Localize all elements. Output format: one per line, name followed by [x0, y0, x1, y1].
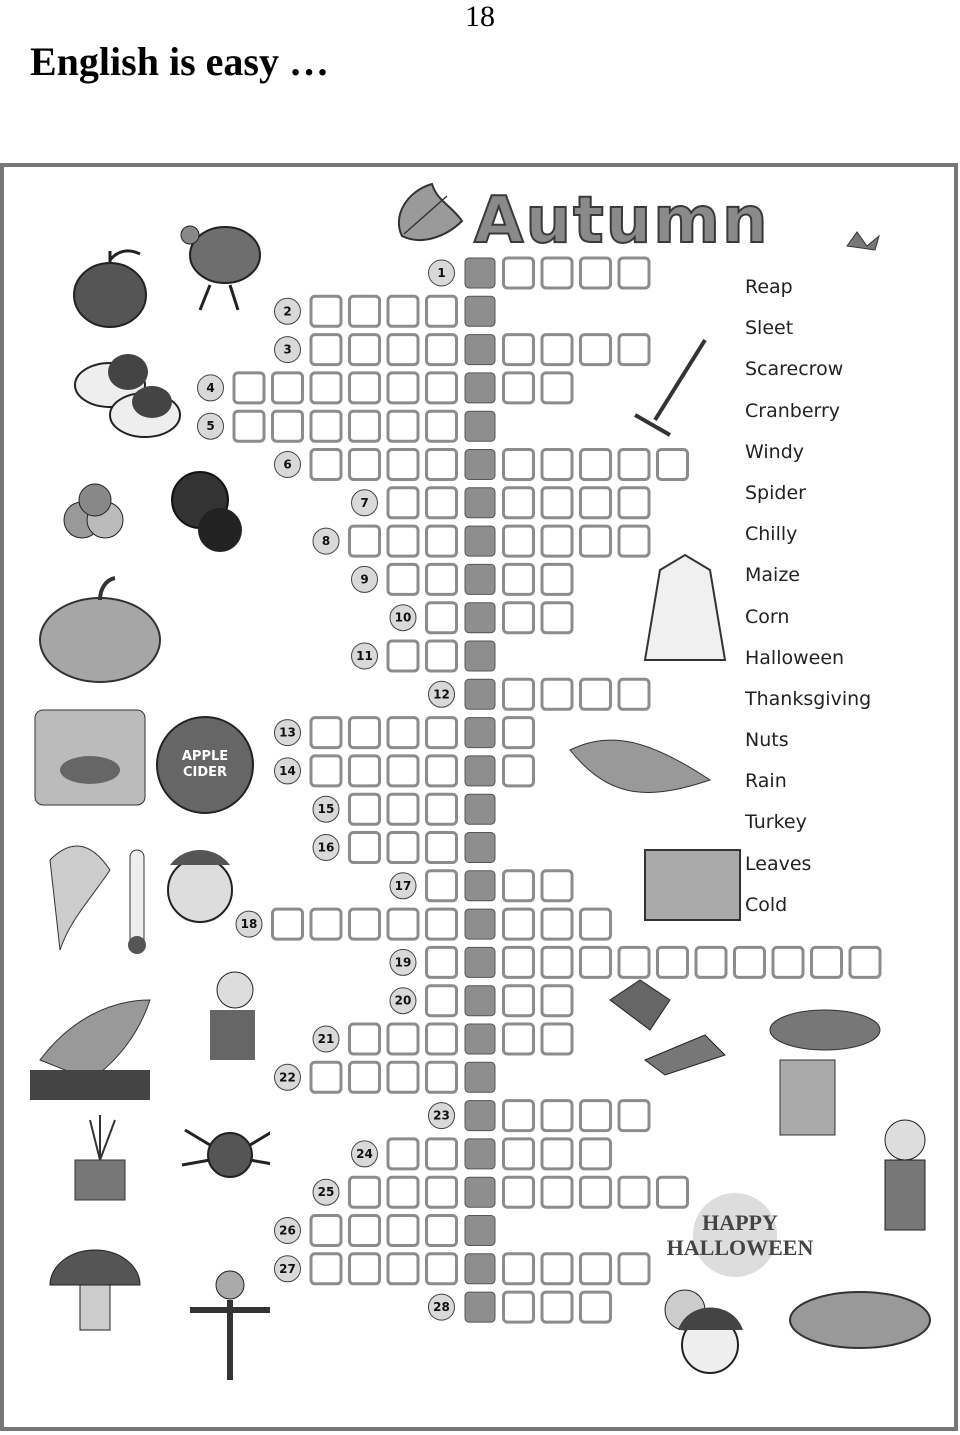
clue-row — [275, 1062, 496, 1092]
letter-cell[interactable] — [619, 947, 649, 977]
clue-row — [429, 258, 650, 288]
letter-cell[interactable] — [427, 718, 457, 748]
word-list-item: Corn — [745, 605, 790, 628]
clue-row — [275, 450, 688, 480]
letter-cell[interactable] — [581, 1254, 611, 1284]
letter-cell[interactable] — [388, 641, 418, 671]
letter-cell[interactable] — [504, 258, 534, 288]
letter-cell[interactable] — [542, 1139, 572, 1169]
clue-row — [198, 411, 496, 441]
letter-cell[interactable] — [504, 373, 534, 403]
key-column-cell[interactable] — [465, 641, 495, 671]
letter-cell[interactable] — [696, 947, 726, 977]
clue-number: 23 — [433, 1108, 450, 1123]
letter-cell[interactable] — [658, 947, 688, 977]
letter-cell[interactable] — [504, 1177, 534, 1207]
clue-number: 14 — [279, 763, 296, 778]
letter-cell[interactable] — [619, 679, 649, 709]
letter-cell[interactable] — [504, 1292, 534, 1322]
letter-cell[interactable] — [388, 1216, 418, 1246]
letter-cell[interactable] — [427, 1024, 457, 1054]
letter-cell[interactable] — [234, 411, 264, 441]
letter-cell[interactable] — [427, 756, 457, 786]
letter-cell[interactable] — [581, 909, 611, 939]
letter-cell[interactable] — [311, 1062, 341, 1092]
word-list-item: Cold — [745, 893, 788, 916]
letter-cell[interactable] — [504, 986, 534, 1016]
letter-cell[interactable] — [350, 1024, 380, 1054]
clue-row — [313, 833, 495, 863]
letter-cell[interactable] — [311, 335, 341, 365]
letter-cell[interactable] — [350, 526, 380, 556]
letter-cell[interactable] — [350, 1177, 380, 1207]
clue-row — [275, 335, 650, 365]
letter-cell[interactable] — [350, 794, 380, 824]
word-list-item: Nuts — [745, 729, 789, 752]
clue-number: 28 — [433, 1300, 450, 1315]
letter-cell[interactable] — [427, 373, 457, 403]
letter-cell[interactable] — [504, 718, 534, 748]
letter-cell[interactable] — [619, 1101, 649, 1131]
letter-cell[interactable] — [581, 947, 611, 977]
key-column-cell[interactable] — [465, 411, 495, 441]
letter-cell[interactable] — [388, 1024, 418, 1054]
letter-cell[interactable] — [350, 450, 380, 480]
letter-cell[interactable] — [581, 1292, 611, 1322]
letter-cell[interactable] — [619, 526, 649, 556]
letter-cell[interactable] — [542, 488, 572, 518]
key-column-cell[interactable] — [465, 947, 495, 977]
letter-cell[interactable] — [581, 1101, 611, 1131]
clue-number: 1 — [437, 266, 446, 280]
key-column-cell[interactable] — [465, 1177, 495, 1207]
word-list-item: Thanksgiving — [745, 687, 872, 710]
letter-cell[interactable] — [427, 794, 457, 824]
clue-row — [429, 1101, 650, 1131]
clue-number: 19 — [394, 955, 412, 970]
letter-cell[interactable] — [581, 450, 611, 480]
letter-cell[interactable] — [350, 833, 380, 863]
letter-cell[interactable] — [350, 1254, 380, 1284]
clue-number: 3 — [283, 342, 292, 357]
letter-cell[interactable] — [658, 1177, 688, 1207]
clue-number: 13 — [279, 725, 296, 740]
word-list-item: Spider — [745, 481, 806, 504]
clue-row — [390, 871, 572, 901]
clue-number: 18 — [240, 917, 258, 932]
letter-cell[interactable] — [388, 411, 418, 441]
letter-cell[interactable] — [581, 526, 611, 556]
clue-row — [352, 564, 573, 594]
clue-number: 15 — [317, 802, 335, 817]
key-column-cell[interactable] — [465, 603, 495, 633]
letter-cell[interactable] — [388, 1062, 418, 1092]
word-list-item: Maize — [745, 564, 800, 587]
key-column-cell[interactable] — [465, 1254, 495, 1284]
letter-cell[interactable] — [427, 296, 457, 326]
letter-cell[interactable] — [427, 411, 457, 441]
key-column-cell[interactable] — [465, 718, 495, 748]
clue-row — [275, 718, 534, 748]
letter-cell[interactable] — [427, 1216, 457, 1246]
clue-number: 20 — [394, 993, 412, 1008]
letter-cell[interactable] — [427, 603, 457, 633]
letter-cell[interactable] — [388, 373, 418, 403]
letter-cell[interactable] — [504, 947, 534, 977]
letter-cell[interactable] — [542, 909, 572, 939]
letter-cell[interactable] — [542, 526, 572, 556]
clue-row — [275, 756, 534, 786]
letter-cell[interactable] — [311, 373, 341, 403]
letter-cell[interactable] — [273, 909, 303, 939]
letter-cell[interactable] — [581, 258, 611, 288]
letter-cell[interactable] — [658, 450, 688, 480]
letter-cell[interactable] — [311, 718, 341, 748]
letter-cell[interactable] — [427, 564, 457, 594]
letter-cell[interactable] — [311, 296, 341, 326]
clue-row — [236, 909, 611, 939]
clue-row — [390, 947, 880, 977]
letter-cell[interactable] — [504, 564, 534, 594]
key-column-cell[interactable] — [465, 1101, 495, 1131]
letter-cell[interactable] — [350, 756, 380, 786]
clue-number: 7 — [360, 495, 369, 510]
key-column-cell[interactable] — [465, 373, 495, 403]
letter-cell[interactable] — [542, 450, 572, 480]
letter-cell[interactable] — [504, 1101, 534, 1131]
letter-cell[interactable] — [388, 718, 418, 748]
key-column-cell[interactable] — [465, 679, 495, 709]
letter-cell[interactable] — [542, 564, 572, 594]
key-column-cell[interactable] — [465, 526, 495, 556]
letter-cell[interactable] — [427, 947, 457, 977]
letter-cell[interactable] — [504, 909, 534, 939]
clue-number: 11 — [356, 649, 373, 663]
word-list-item: Sleet — [745, 317, 794, 340]
page-number: 18 — [465, 0, 495, 33]
letter-cell[interactable] — [350, 1062, 380, 1092]
key-column-cell[interactable] — [465, 564, 495, 594]
clue-row — [275, 1254, 650, 1284]
letter-cell[interactable] — [504, 1024, 534, 1054]
letter-cell[interactable] — [311, 1254, 341, 1284]
letter-cell[interactable] — [311, 756, 341, 786]
letter-cell[interactable] — [542, 258, 572, 288]
key-column-cell[interactable] — [465, 1062, 495, 1092]
letter-cell[interactable] — [773, 947, 803, 977]
letter-cell[interactable] — [542, 679, 572, 709]
letter-cell[interactable] — [542, 373, 572, 403]
letter-cell[interactable] — [735, 947, 765, 977]
letter-cell[interactable] — [619, 1254, 649, 1284]
letter-cell[interactable] — [504, 1139, 534, 1169]
letter-cell[interactable] — [619, 488, 649, 518]
letter-cell[interactable] — [581, 1139, 611, 1169]
clue-number: 16 — [317, 840, 335, 855]
clue-number: 27 — [279, 1261, 296, 1276]
letter-cell[interactable] — [388, 526, 418, 556]
letter-cell[interactable] — [504, 603, 534, 633]
letter-cell[interactable] — [504, 526, 534, 556]
letter-cell[interactable] — [388, 1139, 418, 1169]
clue-row — [313, 794, 495, 824]
letter-cell[interactable] — [619, 335, 649, 365]
letter-cell[interactable] — [350, 335, 380, 365]
clue-row — [352, 488, 650, 518]
clue-number: 5 — [206, 419, 215, 434]
letter-cell[interactable] — [427, 335, 457, 365]
letter-cell[interactable] — [581, 679, 611, 709]
clue-number: 22 — [279, 1070, 296, 1085]
key-column-cell[interactable] — [465, 1216, 495, 1246]
letter-cell[interactable] — [427, 1254, 457, 1284]
letter-cell[interactable] — [619, 450, 649, 480]
header-title: English is easy … — [30, 39, 329, 84]
clue-number: 6 — [283, 457, 292, 472]
key-column-cell[interactable] — [465, 833, 495, 863]
letter-cell[interactable] — [388, 450, 418, 480]
clue-row — [429, 1292, 611, 1322]
clue-row — [275, 1216, 496, 1246]
letter-cell[interactable] — [504, 871, 534, 901]
letter-cell[interactable] — [427, 641, 457, 671]
key-column-cell[interactable] — [465, 871, 495, 901]
letter-cell[interactable] — [388, 296, 418, 326]
letter-cell[interactable] — [311, 1216, 341, 1246]
letter-cell[interactable] — [311, 411, 341, 441]
key-column-cell[interactable] — [465, 488, 495, 518]
key-column-cell[interactable] — [465, 258, 495, 288]
key-column-cell[interactable] — [465, 1292, 495, 1322]
clue-number: 21 — [317, 1032, 335, 1046]
word-list-item: Rain — [745, 770, 787, 793]
key-column-cell[interactable] — [465, 794, 495, 824]
letter-cell[interactable] — [427, 488, 457, 518]
letter-cell[interactable] — [311, 909, 341, 939]
letter-cell[interactable] — [427, 833, 457, 863]
letter-cell[interactable] — [619, 258, 649, 288]
letter-cell[interactable] — [388, 794, 418, 824]
letter-cell[interactable] — [273, 411, 303, 441]
letter-cell[interactable] — [581, 488, 611, 518]
word-list-item: Scarecrow — [745, 358, 844, 381]
letter-cell[interactable] — [542, 986, 572, 1016]
apple-cider-label-2: CIDER — [182, 765, 228, 780]
letter-cell[interactable] — [427, 1062, 457, 1092]
key-column-cell[interactable] — [465, 296, 495, 326]
worksheet-title: Autumn — [474, 184, 770, 256]
letter-cell[interactable] — [273, 373, 303, 403]
clue-row — [275, 296, 496, 326]
letter-cell[interactable] — [504, 450, 534, 480]
letter-cell[interactable] — [350, 1216, 380, 1246]
letter-cell[interactable] — [542, 871, 572, 901]
letter-cell[interactable] — [812, 947, 842, 977]
clue-number: 9 — [360, 572, 369, 587]
clue-number: 4 — [206, 380, 215, 395]
letter-cell[interactable] — [388, 1177, 418, 1207]
word-list-item: Cranberry — [745, 399, 841, 422]
letter-cell[interactable] — [350, 718, 380, 748]
letter-cell[interactable] — [542, 1254, 572, 1284]
letter-cell[interactable] — [427, 871, 457, 901]
letter-cell[interactable] — [427, 986, 457, 1016]
key-column-cell[interactable] — [465, 1024, 495, 1054]
clue-row — [198, 373, 573, 403]
letter-cell[interactable] — [427, 909, 457, 939]
clue-number: 25 — [317, 1185, 335, 1200]
letter-cell[interactable] — [388, 756, 418, 786]
key-column-cell[interactable] — [465, 986, 495, 1016]
letter-cell[interactable] — [350, 411, 380, 441]
clue-row — [352, 1139, 611, 1169]
letter-cell[interactable] — [427, 450, 457, 480]
letter-cell[interactable] — [388, 909, 418, 939]
letter-cell[interactable] — [311, 450, 341, 480]
happy-halloween-label-2: HALLOWEEN — [666, 1235, 814, 1260]
letter-cell[interactable] — [542, 1101, 572, 1131]
key-column-cell[interactable] — [465, 756, 495, 786]
letter-cell[interactable] — [427, 526, 457, 556]
clue-row — [390, 986, 572, 1016]
apple-cider-label-1: APPLE — [181, 749, 229, 764]
letter-cell[interactable] — [619, 1177, 649, 1207]
letter-cell[interactable] — [388, 488, 418, 518]
letter-cell[interactable] — [542, 947, 572, 977]
letter-cell[interactable] — [350, 373, 380, 403]
word-list-item: Turkey — [745, 811, 807, 834]
clue-number: 12 — [433, 687, 450, 702]
clue-row — [352, 641, 496, 671]
word-list-item: Leaves — [745, 852, 812, 875]
happy-halloween-label-1: HAPPY — [702, 1210, 778, 1235]
letter-cell[interactable] — [388, 1254, 418, 1284]
letter-cell[interactable] — [427, 1177, 457, 1207]
word-list-item: Halloween — [745, 646, 845, 669]
letter-cell[interactable] — [504, 756, 534, 786]
key-column-cell[interactable] — [465, 335, 495, 365]
letter-cell[interactable] — [350, 296, 380, 326]
clue-number: 8 — [321, 534, 331, 549]
clue-number: 26 — [279, 1223, 296, 1238]
key-column-cell[interactable] — [465, 1139, 495, 1169]
letter-cell[interactable] — [542, 335, 572, 365]
clue-row — [429, 679, 650, 709]
letter-cell[interactable] — [542, 1177, 572, 1207]
clue-row — [313, 526, 649, 556]
letter-cell[interactable] — [581, 335, 611, 365]
letter-cell[interactable] — [542, 1292, 572, 1322]
letter-cell[interactable] — [542, 1024, 572, 1054]
word-list-item: Windy — [745, 440, 804, 463]
clue-number: 24 — [356, 1146, 373, 1161]
word-list-item: Reap — [745, 276, 793, 298]
clue-number: 17 — [394, 878, 412, 893]
letter-cell[interactable] — [427, 1139, 457, 1169]
clue-row — [313, 1024, 572, 1054]
letter-cell[interactable] — [504, 335, 534, 365]
letter-cell[interactable] — [504, 488, 534, 518]
clue-number: 10 — [394, 610, 412, 625]
clue-row — [390, 603, 572, 633]
letter-cell[interactable] — [504, 1254, 534, 1284]
letter-cell[interactable] — [581, 1177, 611, 1207]
letter-cell[interactable] — [388, 335, 418, 365]
letter-cell[interactable] — [234, 373, 264, 403]
key-column-cell[interactable] — [465, 909, 495, 939]
letter-cell[interactable] — [542, 603, 572, 633]
key-column-cell[interactable] — [465, 450, 495, 480]
word-list-item: Chilly — [745, 523, 798, 546]
letter-cell[interactable] — [850, 947, 880, 977]
clue-number: 2 — [283, 304, 292, 319]
clue-row — [313, 1177, 688, 1207]
letter-cell[interactable] — [504, 679, 534, 709]
letter-cell[interactable] — [388, 564, 418, 594]
letter-cell[interactable] — [388, 833, 418, 863]
letter-cell[interactable] — [350, 909, 380, 939]
